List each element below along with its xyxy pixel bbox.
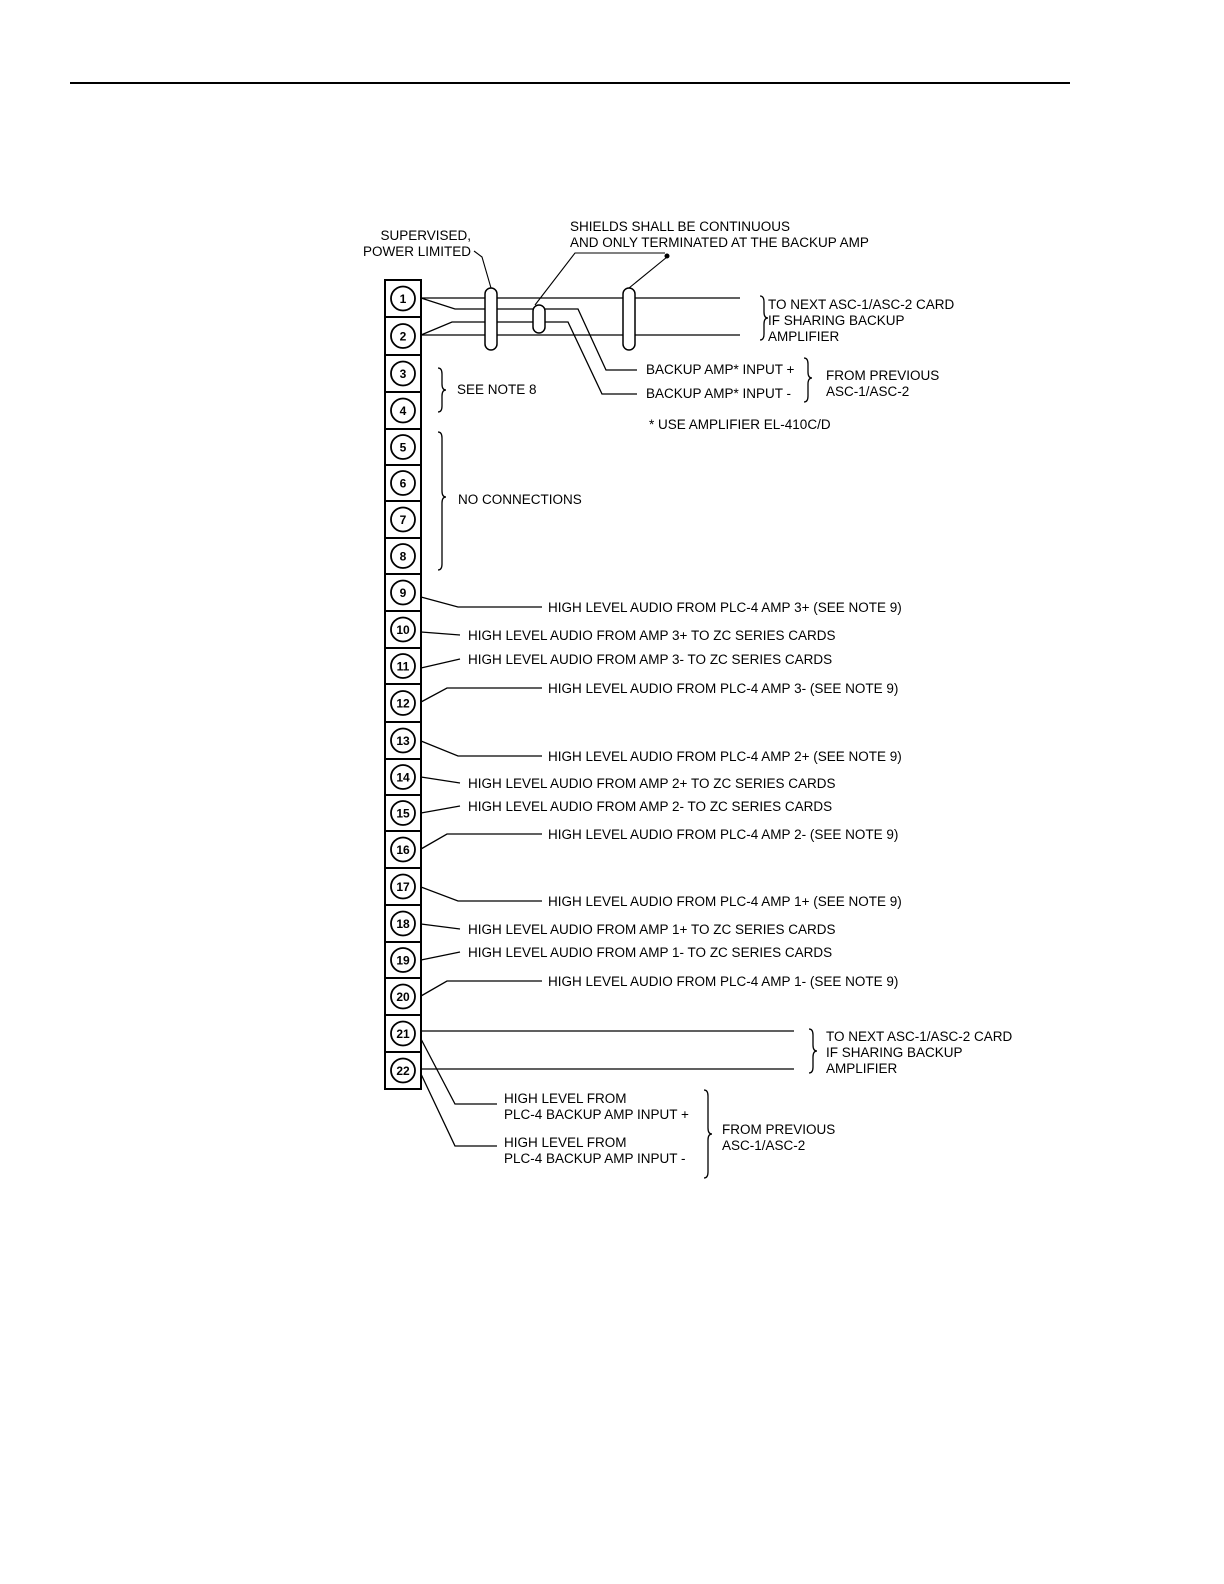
label-t16: HIGH LEVEL AUDIO FROM PLC-4 AMP 2- (SEE NOTE 9) xyxy=(548,827,899,842)
label-from-prev2-line2: ASC-1/ASC-2 xyxy=(722,1138,806,1153)
label-from-prev-line2: ASC-1/ASC-2 xyxy=(826,384,910,399)
labels xyxy=(363,219,1013,1166)
brace-from-prev-1 xyxy=(804,358,812,402)
wire-t14 xyxy=(421,777,460,783)
label-t13: HIGH LEVEL AUDIO FROM PLC-4 AMP 2+ (SEE NOTE 9) xyxy=(548,749,902,764)
wire-t12 xyxy=(421,688,542,702)
terminal-number-7: 7 xyxy=(399,513,407,527)
leaders xyxy=(474,251,667,305)
terminal-number-17: 17 xyxy=(396,880,410,894)
terminal-number-4: 4 xyxy=(399,404,407,418)
terminal-number-18: 18 xyxy=(396,917,410,931)
leader-shield-3 xyxy=(629,257,667,288)
label-shields-line1: SHIELDS SHALL BE CONTINUOUS xyxy=(570,219,791,234)
label-next-card-line3: AMPLIFIER xyxy=(768,329,840,344)
wire-t1-backup xyxy=(421,298,637,370)
label-shields-line2: AND ONLY TERMINATED AT THE BACKUP AMP xyxy=(570,235,869,250)
label-t17: HIGH LEVEL AUDIO FROM PLC-4 AMP 1+ (SEE NOTE 9) xyxy=(548,894,902,909)
terminal-number-16: 16 xyxy=(396,843,410,857)
shields xyxy=(485,288,635,350)
terminal-number-11: 11 xyxy=(396,659,410,674)
label-use-amplifier: * USE AMPLIFIER EL-410C/D xyxy=(649,417,831,432)
terminal-number-6: 6 xyxy=(399,476,407,491)
terminal-number-20: 20 xyxy=(396,990,410,1004)
label-hl-plus: PLC-4 BACKUP AMP INPUT + xyxy=(504,1107,689,1122)
label-hl-from-2: HIGH LEVEL FROM xyxy=(504,1135,627,1150)
label-next-card2-line3: AMPLIFIER xyxy=(826,1061,898,1076)
label-no-connections: NO CONNECTIONS xyxy=(458,492,582,507)
terminal-number-22: 22 xyxy=(396,1064,410,1078)
label-from-prev-line1: FROM PREVIOUS xyxy=(826,368,940,383)
label-from-prev2-line1: FROM PREVIOUS xyxy=(722,1122,836,1137)
leader-shield-1 xyxy=(535,253,665,305)
wire-t9 xyxy=(421,597,542,607)
terminal-number-19: 19 xyxy=(396,953,410,968)
shield-oval-2 xyxy=(533,305,545,333)
wire-t21-backup xyxy=(421,1039,497,1104)
terminal-number-14: 14 xyxy=(396,770,410,785)
shield-oval-1 xyxy=(485,288,497,350)
wire-t13 xyxy=(421,741,542,756)
label-t12: HIGH LEVEL AUDIO FROM PLC-4 AMP 3- (SEE NOTE 9) xyxy=(548,681,899,696)
shield-oval-3 xyxy=(623,288,635,350)
terminal-number-21: 21 xyxy=(396,1027,410,1041)
label-see-note-8: SEE NOTE 8 xyxy=(457,382,537,397)
wire-t11 xyxy=(421,659,460,668)
brace-note-8 xyxy=(438,368,446,412)
label-t20: HIGH LEVEL AUDIO FROM PLC-4 AMP 1- (SEE NOTE 9) xyxy=(548,974,899,989)
label-t14: HIGH LEVEL AUDIO FROM AMP 2+ TO ZC SERIES CARDS xyxy=(468,776,836,791)
terminal-number-13: 13 xyxy=(396,734,410,748)
label-next-card-line2: IF SHARING BACKUP xyxy=(768,313,905,328)
label-next-card2-line1: TO NEXT ASC-1/ASC-2 CARD xyxy=(826,1029,1013,1044)
label-next-card2-line2: IF SHARING BACKUP xyxy=(826,1045,963,1060)
terminal-number-12: 12 xyxy=(396,696,410,711)
label-hl-from-1: HIGH LEVEL FROM xyxy=(504,1091,627,1106)
wire-t22-backup xyxy=(421,1074,497,1146)
terminal-number-5: 5 xyxy=(399,440,407,455)
label-backup-minus: BACKUP AMP* INPUT - xyxy=(646,386,792,401)
label-supervised: SUPERVISED, xyxy=(380,228,471,243)
terminal-number-10: 10 xyxy=(396,623,410,637)
terminal-number-8: 8 xyxy=(399,549,407,564)
brace-no-connections xyxy=(438,432,446,570)
terminal-number-2: 2 xyxy=(399,329,407,344)
label-t18: HIGH LEVEL AUDIO FROM AMP 1+ TO ZC SERIES CARDS xyxy=(468,922,836,937)
label-hl-minus: PLC-4 BACKUP AMP INPUT - xyxy=(504,1151,686,1166)
terminal-number-3: 3 xyxy=(399,367,407,381)
terminal-strip xyxy=(385,280,421,1089)
label-t15: HIGH LEVEL AUDIO FROM AMP 2- TO ZC SERIES CARDS xyxy=(468,799,833,814)
wire-t19 xyxy=(421,952,460,960)
leader-dot xyxy=(665,254,670,259)
label-next-card-line1: TO NEXT ASC-1/ASC-2 CARD xyxy=(768,297,955,312)
wire-t10 xyxy=(421,632,460,635)
wire-t20 xyxy=(421,981,542,996)
brace-from-prev-2 xyxy=(704,1090,712,1178)
label-t9: HIGH LEVEL AUDIO FROM PLC-4 AMP 3+ (SEE NOTE 9) xyxy=(548,600,902,615)
leader-supervised xyxy=(474,251,491,288)
terminal-number-1: 1 xyxy=(399,292,407,306)
wire-t18 xyxy=(421,924,460,929)
label-power-limited: POWER LIMITED xyxy=(362,244,471,259)
label-backup-plus: BACKUP AMP* INPUT + xyxy=(646,362,795,377)
label-t19: HIGH LEVEL AUDIO FROM AMP 1- TO ZC SERIES CARDS xyxy=(468,945,833,960)
label-t10: HIGH LEVEL AUDIO FROM AMP 3+ TO ZC SERIES CARDS xyxy=(468,628,836,643)
wire-t15 xyxy=(421,806,460,813)
label-t11: HIGH LEVEL AUDIO FROM AMP 3- TO ZC SERIES CARDS xyxy=(468,652,833,667)
wire-t17 xyxy=(421,887,542,901)
wire-t16 xyxy=(421,834,542,849)
terminal-number-9: 9 xyxy=(399,586,407,600)
brace-next-card-1 xyxy=(760,296,768,340)
brace-next-card-2 xyxy=(809,1029,817,1073)
terminal-number-15: 15 xyxy=(396,806,410,821)
